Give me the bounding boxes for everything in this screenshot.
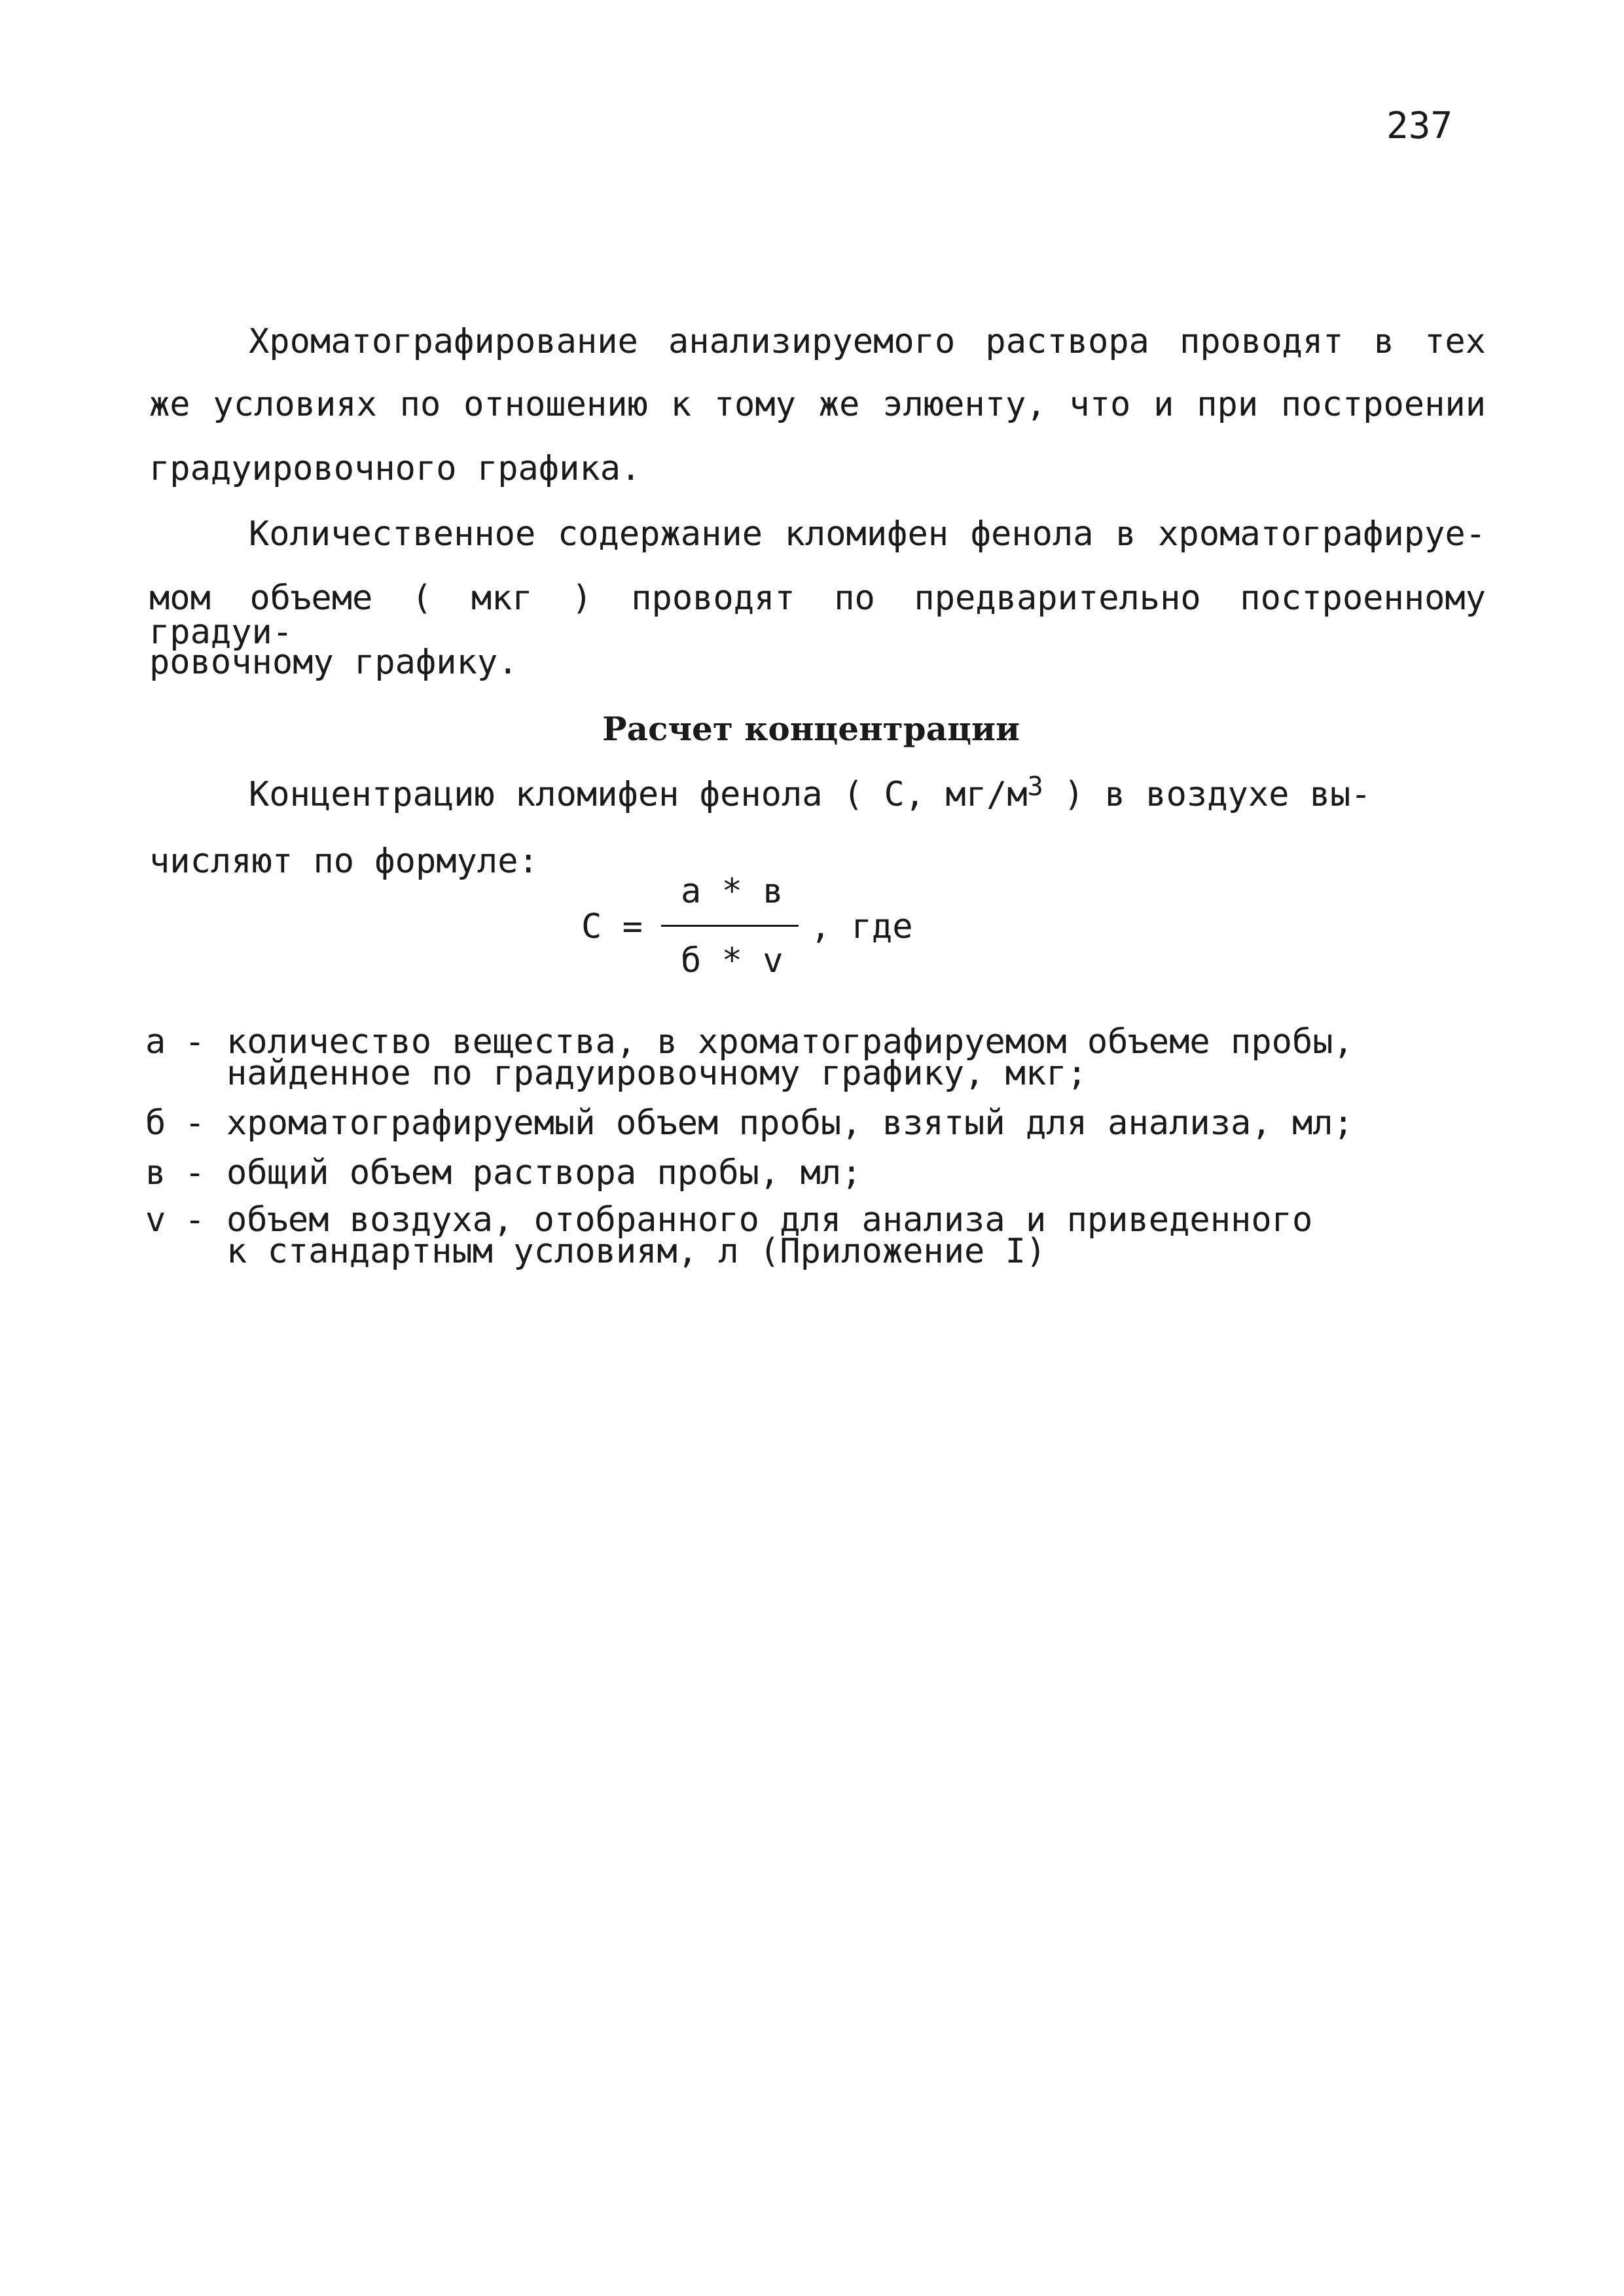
paragraph-3-line-1-text: Концентрацию кломифен фенола ( С, $мг/м^3$ ) в воздухе вы- — [249, 772, 1371, 814]
definition-v-dash: - — [185, 1153, 206, 1193]
definition-v-symbol: в — [145, 1153, 166, 1193]
definition-vair-dash: - — [185, 1200, 206, 1240]
definition-v-line-1: общий объем раствора пробы, мл; — [226, 1153, 862, 1193]
definition-b-symbol: б — [145, 1103, 166, 1143]
definition-a-line-2: найденное по градуировочному графику, мкг; — [226, 1054, 1087, 1093]
definition-vair-symbol: v — [145, 1200, 166, 1240]
formula-numerator: а * в — [681, 872, 784, 911]
paragraph-1-line-2: же условиях по отношению к тому же элюенту, что и при построении — [149, 385, 1486, 424]
paragraph-2-line-3: ровочному графику. — [149, 643, 518, 682]
definition-a-symbol: а — [145, 1022, 166, 1062]
formula-denominator: б * v — [681, 941, 784, 980]
definition-vair-line-1: объем воздуха, отобранного для анализа и приведенного — [226, 1200, 1313, 1240]
formula-lhs: С = — [581, 907, 643, 946]
paragraph-2-line-1: Количественное содержание кломифен фенола в хроматографируе- — [249, 514, 1486, 554]
paragraph-1-line-1: Хроматографирование анализируемого раствора проводят в тех — [249, 322, 1486, 361]
definition-a-line-1: количество вещества, в хроматографируемом объеме пробы, — [226, 1022, 1354, 1062]
paragraph-1-line-3: градуировочного графика. — [149, 449, 641, 488]
definition-b-dash: - — [185, 1103, 206, 1143]
page-number: 237 — [1386, 105, 1453, 147]
section-heading: Расчет концентрации — [602, 709, 1020, 748]
superscript-3: 3 — [1027, 772, 1043, 802]
paragraph-3-line-2: числяют по формуле: — [149, 842, 539, 881]
definition-b-line-1: хроматографируемый объем пробы, взятый для анализа, мл; — [226, 1103, 1354, 1143]
formula-suffix: , где — [810, 907, 913, 946]
paragraph-2-line-2: мом объеме ( мкг ) проводят по предварительно построенному градуи- — [149, 579, 1486, 652]
definition-a-dash: - — [185, 1022, 206, 1062]
paragraph-3-line-1 — [249, 772, 1486, 814]
definition-vair-line-2: к стандартным условиям, л (Приложение I) — [226, 1232, 1047, 1271]
fraction-bar — [661, 925, 799, 927]
